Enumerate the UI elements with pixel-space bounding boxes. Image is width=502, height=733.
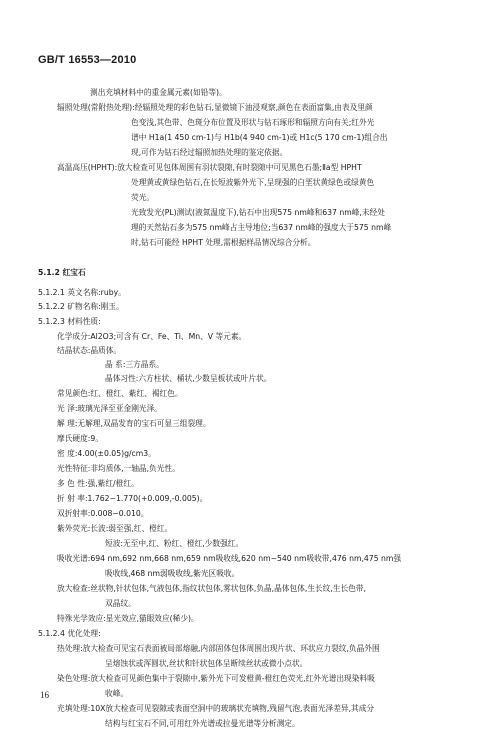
text-line: 放大检查:丝状物,针状包体,气液包体,指纹状包体,雾状包体,负晶,晶体包体,生长纹,生长色带, (57, 584, 367, 593)
text-line: 解 理:无解理,双晶发育的宝石可显三组裂理。 (57, 419, 211, 428)
text-line: 常见颜色:红、橙红、紫红、褐红色。 (57, 389, 183, 398)
text-line: 呈熔蚀状或浑圆状,丝状和针状包体呈断续丝状或微小点状。 (105, 659, 308, 668)
standard-number-header: GB/T 16553—2010 (38, 54, 137, 66)
text-line: 晶 系:三方晶系。 (105, 360, 164, 369)
page-number: 16 (40, 690, 49, 700)
text-line: 染色处理:放大检查可见颜色集中于裂隙中,紫外光下可发橙黄-橙红色荧光,红外光谱出现染料吸 (57, 674, 375, 683)
clause-heading: 5.1.2.4 优化处理: (38, 629, 101, 638)
text-line: 密 度:4.00(±0.05)g/cm3。 (57, 449, 156, 458)
text-line: 色变浅,其色带、色斑分布位置及形状与钻石琢形和辐照方向有关;红外光 (131, 118, 375, 127)
text-line: 充填处理:10X放大检查可见裂隙或表面空洞中的玻璃状充填物,残留气泡,表面光泽差异,其成分 (57, 704, 375, 713)
text-line: 吸收线,468 nm弱吸收线,紫光区吸收。 (105, 569, 240, 578)
text-line: 光致发光(PL)测试(液氮温度下),钻石中出现575 nm峰和637 nm峰,未经处 (131, 208, 385, 217)
text-line: 折 射 率:1.762~1.770(+0.009,-0.005)。 (57, 494, 208, 503)
text-line: 处理黄或黄绿色钻石,在长短波紫外光下,呈现强的白垩状黄绿色或绿黄色 (131, 178, 375, 187)
text-line: 高温高压(HPHT):放大检查可见包体周围有羽状裂隙,有时裂隙中可见黑色石墨;Ⅱa型 HPHT (57, 163, 362, 172)
text-line: 化学成分:Al2O3;可含有 Cr、Fe、Ti、Mn、V 等元素。 (57, 332, 247, 341)
text-line: 紫外荧光:长波:弱至强,红、橙红。 (57, 524, 173, 533)
text-line: 光 泽:玻璃光泽至亚金刚光泽。 (57, 404, 162, 413)
text-line: 特殊光学效应:星光效应,猫眼效应(稀少)。 (57, 614, 199, 623)
text-line: 谱中 H1a(1 450 cm-1)与 H1b(4 940 cm-1)或 H1c(5 170 cm-1)组合出 (131, 133, 388, 142)
text-line: 晶体习性:六方柱状、桶状,少数呈板状或叶片状。 (105, 374, 272, 383)
text-line: 热处理:放大检查可见宝石表面被局部熔融,内部固体包体周围出现片状、环状应力裂纹,负晶外围 (57, 644, 380, 653)
text-line: 吸收光谱:694 nm,692 nm,668 nm,659 nm吸收线,620 nm~540 nm吸收带,476 nm,475 nm强 (57, 554, 402, 563)
text-line: 结构与红宝石不同,可用红外光谱或拉曼光谱等分析测定。 (105, 719, 300, 728)
text-line: 理的天然钻石多为575 nm峰占主导地位;当637 nm峰的强度大于575 nm峰 (131, 223, 392, 232)
clause-heading: 5.1.2.2 矿物名称:刚玉。 (38, 302, 124, 311)
text-line: 光性特征:非均质体,一轴晶,负光性。 (57, 464, 180, 473)
text-line: 双折射率:0.008~0.010。 (57, 509, 149, 518)
text-line: 短波:无至中,红、粉红、橙红,少数强红。 (105, 539, 244, 548)
text-line: 摩氏硬度:9。 (57, 434, 103, 443)
text-line: 测出充填材料中的重金属元素(如铅等)。 (90, 88, 227, 97)
text-line: 多 色 性:强,紫红/橙红。 (57, 479, 139, 488)
text-line: 双晶纹。 (105, 599, 136, 608)
text-line: 荧光。 (131, 193, 155, 202)
clause-heading: 5.1.2.1 英文名称:ruby。 (38, 288, 126, 297)
text-line: 结晶状态:晶质体。 (57, 346, 122, 355)
text-line: 时,钻石可能经 HPHT 处理,需根据样品情况综合分析。 (131, 238, 316, 247)
clause-heading: 5.1.2.3 材料性质: (38, 317, 101, 326)
section-heading: 5.1.2 红宝石 (38, 268, 86, 277)
text-line: 现,可作为钻石经过辐照加热处理的鉴定依据。 (131, 148, 288, 157)
text-line: 辐照处理(常附热处理):经辐照处理的彩色钻石,显微镜下油浸观察,颜色在表面富集,由表及里颜 (57, 103, 373, 112)
text-line: 收峰。 (105, 689, 129, 698)
